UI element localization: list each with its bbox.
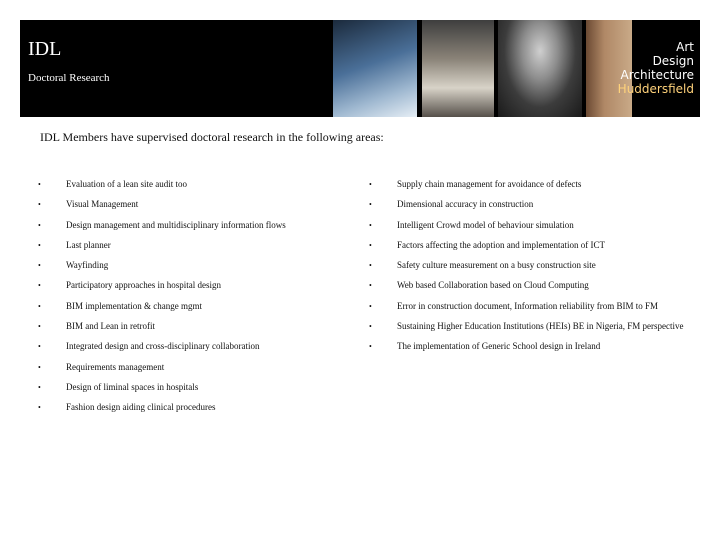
- list-item: [38, 361, 338, 374]
- bullet-icon: •: [38, 281, 41, 291]
- list-item-text: Design of liminal spaces in hospitals: [66, 381, 199, 392]
- department-line-art: Art: [676, 40, 694, 54]
- bullet-icon: •: [369, 301, 372, 311]
- department-label: [618, 40, 694, 96]
- list-item-text: Error in construction document, Information reliability from BIM to FM: [397, 300, 658, 311]
- list-item-text: Factors affecting the adoption and implementation of ICT: [397, 239, 606, 250]
- list-item: [369, 219, 699, 232]
- list-item-text: BIM implementation & change mgmt: [66, 300, 202, 311]
- list-item: [38, 259, 338, 272]
- list-item: [38, 239, 338, 252]
- right-research-list: [369, 178, 699, 361]
- list-item: [369, 340, 699, 353]
- bullet-icon: •: [369, 180, 372, 189]
- building-photo: [333, 20, 417, 117]
- list-item: [38, 178, 338, 191]
- bullet-icon: •: [38, 220, 41, 230]
- list-item: [369, 259, 699, 272]
- bullet-icon: •: [38, 322, 41, 332]
- list-item-text: Evaluation of a lean site audit too: [66, 179, 187, 189]
- list-item: [38, 340, 338, 353]
- department-line-design: Design: [652, 54, 694, 68]
- list-item: [38, 219, 338, 232]
- list-item-text: Dimensional accuracy in construction: [397, 199, 534, 210]
- bullet-icon: •: [369, 200, 372, 210]
- list-item-text: BIM and Lean in retrofit: [66, 321, 155, 332]
- list-item-text: Participatory approaches in hospital design: [66, 280, 221, 291]
- list-item-text: Wayfinding: [66, 260, 109, 271]
- department-line-architecture: Architecture: [620, 68, 694, 82]
- list-item: [38, 198, 338, 211]
- list-item-text: Fashion design aiding clinical procedures: [66, 402, 216, 413]
- list-item: [369, 239, 699, 252]
- list-item-text: Visual Management: [66, 199, 139, 210]
- bullet-icon: •: [38, 261, 41, 271]
- list-item: [38, 401, 338, 414]
- header-banner: [20, 20, 700, 117]
- list-item-text: Last planner: [66, 239, 111, 250]
- list-item: [369, 178, 699, 191]
- bullet-icon: •: [369, 220, 372, 230]
- bullet-icon: •: [369, 342, 372, 352]
- list-item: [38, 381, 338, 394]
- list-item: [38, 279, 338, 292]
- bullet-icon: •: [369, 322, 372, 332]
- list-item-text: Supply chain management for avoidance of defects: [397, 179, 582, 189]
- bullet-icon: •: [369, 281, 372, 291]
- list-item-text: Integrated design and cross-disciplinary collaboration: [66, 341, 260, 352]
- list-item-text: The implementation of Generic School design in Ireland: [397, 341, 601, 352]
- list-item: [369, 198, 699, 211]
- list-item-text: Requirements management: [66, 361, 165, 372]
- page-subtitle: Doctoral Research: [28, 72, 110, 84]
- left-research-list: [38, 178, 338, 422]
- list-item-text: Design management and multidisciplinary information flows: [66, 219, 286, 230]
- list-item-text: Sustaining Higher Education Institutions (HEIs) BE in Nigeria, FM perspective: [397, 321, 684, 332]
- portrait-photo: [498, 20, 582, 117]
- bullet-icon: •: [38, 362, 41, 372]
- list-item-text: Intelligent Crowd model of behaviour simulation: [397, 219, 574, 230]
- bullet-icon: •: [38, 301, 41, 311]
- bullet-icon: •: [38, 342, 41, 352]
- list-item: [369, 279, 699, 292]
- bullet-icon: •: [38, 180, 41, 189]
- list-item-text: Safety culture measurement on a busy construction site: [397, 260, 596, 271]
- intro-text: IDL Members have supervised doctoral research in the following areas:: [40, 130, 384, 144]
- list-item: [369, 320, 699, 333]
- bullet-icon: •: [38, 382, 41, 392]
- bullet-icon: •: [38, 240, 41, 250]
- page-title: IDL: [28, 38, 62, 60]
- bullet-icon: •: [369, 240, 372, 250]
- department-line-huddersfield: Huddersfield: [617, 82, 694, 96]
- tools-photo: [422, 20, 494, 117]
- bullet-icon: •: [38, 200, 41, 210]
- list-item: [369, 300, 699, 313]
- list-item: [38, 320, 338, 333]
- list-item: [38, 300, 338, 313]
- bullet-icon: •: [369, 261, 372, 271]
- list-item-text: Web based Collaboration based on Cloud Computing: [397, 280, 589, 291]
- bullet-icon: •: [38, 403, 41, 413]
